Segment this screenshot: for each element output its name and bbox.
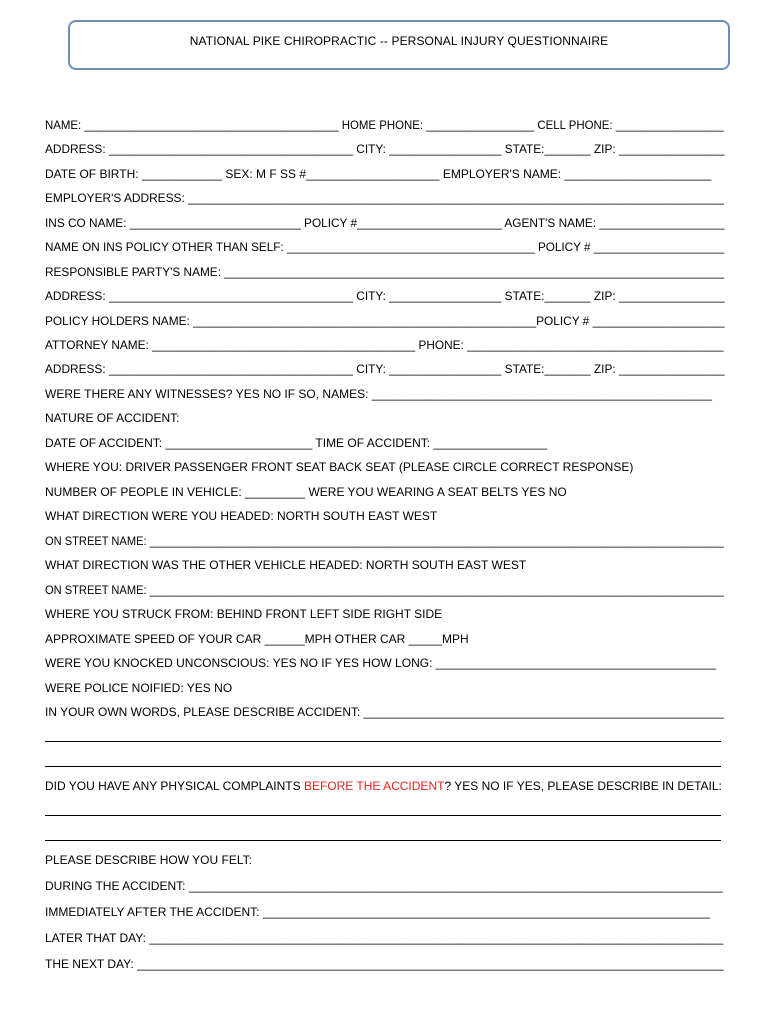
blank-rule bbox=[45, 741, 721, 742]
line-text: DATE OF ACCIDENT: ______________________ TIME OF ACCIDENT: _________________ bbox=[45, 436, 547, 450]
line-text: ON STREET NAME: _____________________________________________________________________________________________ bbox=[45, 583, 724, 597]
line-other-direction bbox=[45, 558, 526, 572]
line-name-phones bbox=[45, 118, 724, 132]
line-text: ON STREET NAME: _____________________________________________________________________________________________ bbox=[45, 534, 724, 548]
line-employer-address bbox=[45, 191, 724, 205]
line-text: POLICY HOLDERS NAME: ____________________________________________________POLICY # ____________________ bbox=[45, 314, 725, 328]
line-how-you-felt bbox=[45, 853, 252, 867]
line-text: INS CO NAME: __________________________ POLICY #______________________ AGENT'S NAME: ___________________ bbox=[45, 216, 725, 230]
line-describe-accident bbox=[45, 705, 724, 719]
line-witnesses bbox=[45, 387, 712, 401]
line-text: WERE THERE ANY WITNESSES? YES NO IF SO, NAMES: ___________________________________________________ bbox=[45, 387, 713, 401]
line-street-name-2 bbox=[45, 583, 724, 597]
line-text: ADDRESS: _____________________________________ CITY: _________________ STATE:_______ ZIP: ________________ bbox=[45, 289, 725, 303]
line-text: ADDRESS: _____________________________________ CITY: _________________ STATE:_______ ZIP: ________________ bbox=[45, 362, 725, 376]
line-immediately-after bbox=[45, 905, 710, 919]
line-address-3 bbox=[45, 362, 724, 376]
line-date-time-accident bbox=[45, 436, 547, 450]
blank-rule bbox=[45, 840, 721, 841]
line-text: IMMEDIATELY AFTER THE ACCIDENT: ___________________________________________________________________ bbox=[45, 905, 710, 919]
line-text: DATE OF BIRTH: ____________ SEX: M F SS #____________________ EMPLOYER'S NAME: ______________________ bbox=[45, 167, 712, 181]
line-name-on-policy bbox=[45, 240, 724, 254]
line-text: WHAT DIRECTION WERE YOU HEADED: NORTH SOUTH EAST WEST bbox=[45, 509, 438, 523]
line-unconscious bbox=[45, 656, 716, 670]
line-text: IN YOUR OWN WORDS, PLEASE DESCRIBE ACCIDENT: ______________________________________________________ bbox=[45, 705, 724, 719]
line-struck-from bbox=[45, 607, 442, 621]
line-your-direction bbox=[45, 509, 437, 523]
line-insurance bbox=[45, 216, 724, 230]
blank-rule bbox=[45, 815, 721, 816]
line-seat-position bbox=[45, 460, 633, 474]
line-text: DID YOU HAVE ANY PHYSICAL COMPLAINTS bbox=[45, 779, 304, 793]
line-text: ATTORNEY NAME: ________________________________________ PHONE: _______________________________________ bbox=[45, 338, 724, 352]
line-text: WHAT DIRECTION WAS THE OTHER VEHICLE HEADED: NORTH SOUTH EAST WEST bbox=[45, 558, 527, 572]
line-during-accident bbox=[45, 879, 723, 893]
line-text: WERE YOU KNOCKED UNCONSCIOUS: YES NO IF YES HOW LONG: __________________________________________ bbox=[45, 656, 717, 670]
line-text: NATURE OF ACCIDENT: bbox=[45, 411, 180, 425]
line-people-seatbelt bbox=[45, 485, 567, 499]
line-text: NAME: ________________________________________ HOME PHONE: _________________ CELL PHONE: _________________ bbox=[45, 118, 724, 132]
line-next-day bbox=[45, 957, 724, 971]
line-text: NAME ON INS POLICY OTHER THAN SELF: ______________________________________ POLICY # ____________________ bbox=[45, 240, 725, 254]
line-policy-holder bbox=[45, 314, 725, 328]
line-attorney bbox=[45, 338, 724, 352]
line-prior-complaints bbox=[45, 779, 722, 793]
line-text: APPROXIMATE SPEED OF YOUR CAR ______MPH OTHER CAR _____MPH bbox=[45, 632, 469, 646]
page-title: NATIONAL PIKE CHIROPRACTIC -- PERSONAL INJURY QUESTIONNAIRE bbox=[189, 34, 609, 48]
line-dob-sex-ss-employer bbox=[45, 167, 711, 181]
title-box bbox=[68, 20, 730, 70]
line-text: LATER THAT DAY: ______________________________________________________________________________________ bbox=[45, 931, 724, 945]
line-text: WHERE YOU STRUCK FROM: BEHIND FRONT LEFT SIDE RIGHT SIDE bbox=[45, 607, 443, 621]
line-text: ? YES NO IF YES, PLEASE DESCRIBE IN DETAIL: bbox=[444, 779, 722, 793]
line-text: EMPLOYER'S ADDRESS: _________________________________________________________________________________ bbox=[45, 191, 724, 205]
line-address-2 bbox=[45, 289, 724, 303]
line-text: WHERE YOU: DRIVER PASSENGER FRONT SEAT BACK SEAT (PLEASE CIRCLE CORRECT RESPONSE) bbox=[45, 460, 634, 474]
line-text: PLEASE DESCRIBE HOW YOU FELT: bbox=[45, 853, 252, 867]
line-text: DURING THE ACCIDENT: ________________________________________________________________________________ bbox=[45, 879, 723, 893]
before-accident-highlight: BEFORE THE ACCIDENT bbox=[303, 779, 445, 793]
line-responsible-party bbox=[45, 265, 724, 279]
line-street-name-1 bbox=[45, 534, 724, 548]
line-nature-of-accident bbox=[45, 411, 179, 425]
line-text: THE NEXT DAY: ________________________________________________________________________________________ bbox=[45, 957, 724, 971]
line-speed bbox=[45, 632, 469, 646]
line-text: WERE POLICE NOIFIED: YES NO bbox=[45, 681, 233, 695]
line-text: RESPONSIBLE PARTY'S NAME: ____________________________________________________________________________ bbox=[45, 265, 725, 279]
blank-rule bbox=[45, 766, 721, 767]
line-police bbox=[45, 681, 232, 695]
line-text: NUMBER OF PEOPLE IN VEHICLE: _________ WERE YOU WEARING A SEAT BELTS YES NO bbox=[45, 485, 567, 499]
line-text: ADDRESS: _____________________________________ CITY: _________________ STATE:_______ ZIP: ________________ bbox=[45, 142, 725, 156]
line-later-that-day bbox=[45, 931, 723, 945]
line-address-1 bbox=[45, 142, 724, 156]
